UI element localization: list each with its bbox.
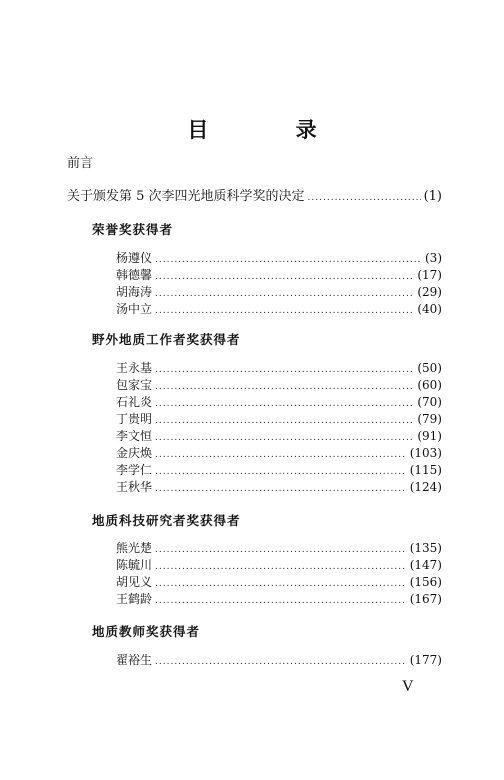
toc-entry[interactable] [116,393,442,409]
section-heading: 野外地质工作者奖获得者 [92,332,241,347]
leader-dots [155,399,414,409]
section-heading: 地质科技研究者奖获得者 [92,513,241,528]
person-name: 胡见义 [116,575,153,589]
leader-dots [155,562,407,572]
toc-page-number: (29) [417,285,442,299]
toc-page-number: (1) [423,189,442,204]
toc-entry-label: 关于颁发第 5 次李四光地质科学奖的决定 [67,189,305,204]
person-name: 李学仁 [116,463,153,477]
toc-entry[interactable] [116,651,442,667]
toc-page-number: (124) [409,480,442,494]
toc-entry[interactable] [116,539,442,555]
person-name: 胡海涛 [116,285,153,299]
toc-entry[interactable] [116,359,442,375]
toc-page-number: (103) [409,446,442,460]
section-heading: 荣誉奖获得者 [92,222,174,237]
person-name: 汤中立 [116,302,153,316]
toc-entry[interactable] [116,283,442,299]
leader-dots [155,657,407,667]
toc-page-number: (3) [425,251,442,265]
toc-entry[interactable] [116,427,442,443]
section-heading: 地质教师奖获得者 [92,624,201,639]
toc-page-number: (91) [417,429,442,443]
person-name: 王秋华 [116,480,153,494]
toc-page-number: (167) [409,592,442,606]
toc-page-number: (115) [409,463,442,477]
person-name: 石礼炎 [116,395,153,409]
page-title: 目 录 [187,117,357,142]
toc-page-number: (40) [417,302,442,316]
page-folio: V [402,678,414,695]
toc-entry[interactable] [116,556,442,572]
leader-dots [155,365,414,375]
leader-dots [155,289,414,299]
person-name: 韩德馨 [116,268,153,282]
leader-dots [155,545,407,555]
person-name: 王永基 [116,361,153,375]
toc-entry[interactable] [116,590,442,606]
preface-entry[interactable]: 前言 [67,156,94,171]
leader-dots [155,306,414,316]
leader-dots [155,433,414,443]
toc-entry[interactable] [116,249,442,265]
leader-dots [308,193,421,203]
toc-page-number: (50) [417,361,442,375]
person-name: 熊光楚 [116,541,153,555]
leader-dots [155,450,407,460]
person-name: 包家宝 [116,378,153,392]
leader-dots [155,382,414,392]
toc-entry[interactable] [116,410,442,426]
toc-page-number: (17) [417,268,442,282]
person-name: 陈毓川 [116,558,153,572]
toc-entry[interactable] [116,266,442,282]
leader-dots [155,255,422,265]
person-name: 金庆焕 [116,446,153,460]
toc-page-number: (156) [409,575,442,589]
leader-dots [155,579,407,589]
person-name: 丁贵明 [116,412,153,426]
toc-page-number: (79) [417,412,442,426]
toc-entry[interactable] [116,444,442,460]
toc-page-number: (147) [409,558,442,572]
toc-entry[interactable] [116,478,442,494]
toc-page-number: (135) [409,541,442,555]
leader-dots [155,416,414,426]
leader-dots [155,484,407,494]
leader-dots [155,272,414,282]
person-name: 杨遵仪 [116,251,153,265]
person-name: 王鹤龄 [116,592,153,606]
toc-page-number: (177) [409,653,442,667]
toc-entry[interactable] [116,573,442,589]
leader-dots [155,467,407,477]
person-name: 李文恒 [116,429,153,443]
toc-entry[interactable] [116,461,442,477]
toc-entry[interactable] [116,376,442,392]
toc-page-number: (60) [417,378,442,392]
leader-dots [155,596,407,606]
toc-entry[interactable] [116,300,442,316]
person-name: 翟裕生 [116,653,153,667]
toc-page-number: (70) [417,395,442,409]
toc-entry-decision[interactable] [67,185,442,204]
